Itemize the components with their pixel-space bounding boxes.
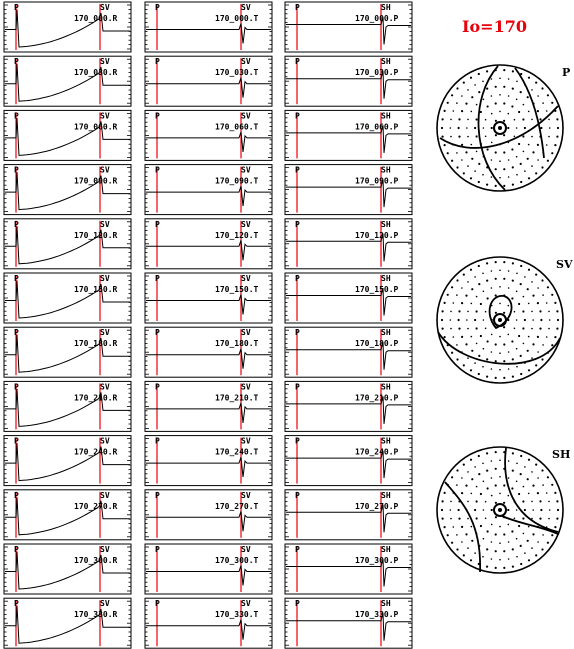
trace-name: 170_120.R [74, 230, 118, 240]
p-label: P [155, 490, 160, 500]
trace-name: 170_150.T [215, 285, 259, 294]
seismogram-panel [4, 165, 131, 215]
seismogram-panel [4, 490, 131, 540]
panel-frame [145, 544, 272, 594]
s-phase-label: SV [100, 382, 110, 392]
seismogram-panel [145, 2, 272, 52]
panel-frame [145, 273, 272, 323]
trace-name: 170_210.P [355, 393, 399, 403]
panel-frame [145, 490, 272, 540]
seismogram-panel [145, 490, 272, 540]
seismogram-panel [145, 110, 272, 160]
s-phase-label: SV [241, 545, 251, 554]
trace-name: 170_120.P [355, 230, 399, 240]
trace-name: 170_240.T [215, 447, 259, 457]
p-label: P [14, 545, 19, 554]
trace-name: 170_270.P [355, 501, 399, 511]
seismogram-panel [4, 2, 131, 52]
seismogram-panel [4, 273, 131, 323]
s-phase-label: SV [241, 599, 251, 609]
s-phase-label: SH [381, 57, 391, 67]
panel-frame [4, 273, 131, 323]
trace-name: 170_060.P [355, 122, 399, 132]
panel-frame [285, 219, 412, 269]
trace-name: 170_090.P [355, 176, 399, 186]
trace-name: 170_210.R [74, 393, 118, 403]
seismogram-panel [145, 273, 272, 323]
p-label: P [14, 219, 19, 229]
seismogram-panel [285, 490, 412, 540]
panel-frame [285, 273, 412, 323]
p-label: P [295, 599, 300, 609]
trace-name: 170_060.R [74, 122, 118, 132]
s-phase-label: SV [100, 165, 110, 175]
s-phase-label: SV [100, 436, 110, 446]
radiation-pattern-label: SH [552, 448, 571, 461]
s-phase-label: SH [381, 436, 391, 446]
seismogram-panel [145, 381, 272, 431]
panel-frame [4, 110, 131, 160]
panel-frame [4, 490, 131, 540]
p-label: P [295, 545, 300, 554]
s-phase-label: SH [381, 219, 391, 229]
p-label: P [155, 328, 160, 338]
trace-name: 170_120.T [215, 230, 259, 240]
p-label: P [155, 165, 160, 175]
trace-name: 170_240.R [74, 447, 118, 457]
trace-name: 170_240.P [355, 447, 399, 457]
trace-name: 170_300.P [355, 556, 399, 565]
p-label: P [295, 165, 300, 175]
panel-frame [285, 381, 412, 431]
s-phase-label: SV [241, 328, 251, 338]
p-label: P [295, 274, 300, 283]
p-label: P [155, 599, 160, 609]
trace-name: 170_180.P [355, 339, 399, 349]
s-phase-label: SV [100, 545, 110, 554]
p-label: P [295, 436, 300, 446]
s-phase-label: SH [381, 599, 391, 609]
s-phase-label: SV [100, 490, 110, 500]
radiation-pattern-column [437, 65, 573, 573]
s-phase-label: SV [100, 111, 110, 121]
seismogram-panel [285, 165, 412, 215]
seismogram-panel [4, 544, 131, 594]
s-phase-label: SV [241, 219, 251, 229]
seismogram-grid [4, 2, 412, 648]
p-label: P [295, 219, 300, 229]
p-label: P [155, 111, 160, 121]
panel-frame [285, 165, 412, 215]
s-phase-label: SV [241, 111, 251, 121]
seismogram-panel [145, 165, 272, 215]
trace-name: 170_030.R [74, 68, 118, 78]
panel-frame [4, 544, 131, 594]
seismogram-panel [145, 56, 272, 106]
s-phase-label: SV [241, 490, 251, 500]
panel-frame [4, 381, 131, 431]
seismogram-panel [285, 110, 412, 160]
trace-name: 170_180.T [215, 339, 259, 349]
panel-frame [285, 327, 412, 377]
trace-name: 170_330.P [355, 610, 399, 620]
panel-frame [285, 436, 412, 486]
s-phase-label: SV [241, 3, 251, 12]
p-label: P [14, 436, 19, 446]
sh-radiation-pattern [437, 447, 570, 573]
p-label: P [155, 57, 160, 67]
s-phase-label: SV [100, 328, 110, 338]
panel-frame [4, 2, 131, 52]
trace-name: 170_330.R [74, 610, 118, 620]
p-label: P [14, 111, 19, 121]
trace-name: 170_330.T [215, 610, 259, 620]
s-phase-label: SV [241, 436, 251, 446]
seismogram-panel [285, 56, 412, 106]
figure-title: Io=170 [462, 17, 527, 36]
s-phase-label: SH [381, 111, 391, 121]
seismogram-panel [4, 598, 131, 648]
trace-name: 170_150.P [355, 285, 399, 294]
trace-name: 170_000.P [355, 14, 399, 23]
trace-name: 170_090.R [74, 176, 118, 186]
s-phase-label: SH [381, 382, 391, 392]
panel-frame [285, 544, 412, 594]
seismogram-panel [145, 544, 272, 594]
trace-name: 170_180.R [74, 339, 118, 349]
panel-frame [285, 598, 412, 648]
panel-frame [4, 56, 131, 106]
seismogram-panel [145, 598, 272, 648]
s-phase-label: SV [100, 219, 110, 229]
trace-name: 170_270.T [215, 501, 259, 511]
sv-radiation-pattern [437, 257, 573, 383]
panel-frame [285, 56, 412, 106]
seismogram-panel [285, 436, 412, 486]
panel-frame [285, 490, 412, 540]
seismogram-panel [285, 381, 412, 431]
radiation-pattern-label: P [562, 66, 571, 79]
seismogram-panel [285, 2, 412, 52]
panel-frame [145, 436, 272, 486]
panel-frame [145, 598, 272, 648]
seismogram-panel [4, 56, 131, 106]
seismogram-panel [145, 327, 272, 377]
panel-frame [4, 598, 131, 648]
seismogram-panel [4, 381, 131, 431]
p-label: P [14, 328, 19, 338]
seismogram-panel [285, 219, 412, 269]
panel-frame [4, 219, 131, 269]
p-label: P [155, 3, 160, 12]
trace-name: 170_030.P [355, 68, 399, 78]
s-phase-label: SV [100, 3, 110, 12]
s-phase-label: SH [381, 3, 391, 12]
p-label: P [155, 274, 160, 283]
trace-name: 170_090.T [215, 176, 259, 186]
s-phase-label: SV [241, 57, 251, 67]
panel-frame [145, 56, 272, 106]
s-phase-label: SV [100, 57, 110, 67]
panel-frame [4, 165, 131, 215]
seismogram-panel [4, 436, 131, 486]
panel-frame [145, 2, 272, 52]
panel-frame [145, 381, 272, 431]
p-label: P [14, 382, 19, 392]
p-label: P [14, 57, 19, 67]
s-phase-label: SV [241, 382, 251, 392]
p-label: P [295, 328, 300, 338]
panel-frame [145, 165, 272, 215]
seismogram-panel [145, 436, 272, 486]
p-label: P [14, 274, 19, 283]
p-label: P [295, 382, 300, 392]
trace-name: 170_000.R [74, 14, 118, 23]
seismogram-panel [4, 110, 131, 160]
seismogram-panel [285, 327, 412, 377]
p-label: P [155, 219, 160, 229]
panel-frame [285, 110, 412, 160]
s-phase-label: SV [100, 274, 110, 283]
s-phase-label: SH [381, 274, 391, 283]
p-label: P [295, 111, 300, 121]
p-label: P [295, 3, 300, 12]
trace-name: 170_060.T [215, 122, 259, 132]
trace-name: 170_150.R [74, 285, 118, 294]
trace-name: 170_270.R [74, 501, 118, 511]
p-label: P [14, 599, 19, 609]
p-label: P [14, 165, 19, 175]
seismogram-panel [4, 219, 131, 269]
panel-frame [145, 110, 272, 160]
s-phase-label: SV [241, 165, 251, 175]
trace-name: 170_000.T [215, 14, 259, 23]
trace-name: 170_030.T [215, 68, 259, 78]
panel-frame [145, 327, 272, 377]
p-label: P [155, 545, 160, 554]
panel-frame [285, 2, 412, 52]
s-phase-label: SV [241, 274, 251, 283]
trace-name: 170_300.T [215, 556, 259, 565]
p-label: P [155, 436, 160, 446]
radiation-pattern-label: SV [556, 258, 573, 271]
s-phase-label: SV [100, 599, 110, 609]
p-label: P [14, 3, 19, 12]
p-radiation-pattern [437, 65, 570, 191]
p-label: P [14, 490, 19, 500]
panel-frame [145, 219, 272, 269]
s-phase-label: SH [381, 328, 391, 338]
trace-name: 170_300.R [74, 556, 118, 565]
seismogram-panel [285, 273, 412, 323]
seismogram-panel [145, 219, 272, 269]
seismogram-panel [4, 327, 131, 377]
trace-name: 170_210.T [215, 393, 259, 403]
panel-frame [4, 327, 131, 377]
p-label: P [295, 57, 300, 67]
panel-frame [4, 436, 131, 486]
p-label: P [295, 490, 300, 500]
s-phase-label: SH [381, 165, 391, 175]
seismogram-panel [285, 598, 412, 648]
seismogram-panel [285, 544, 412, 594]
s-phase-label: SH [381, 545, 391, 554]
s-phase-label: SH [381, 490, 391, 500]
p-label: P [155, 382, 160, 392]
